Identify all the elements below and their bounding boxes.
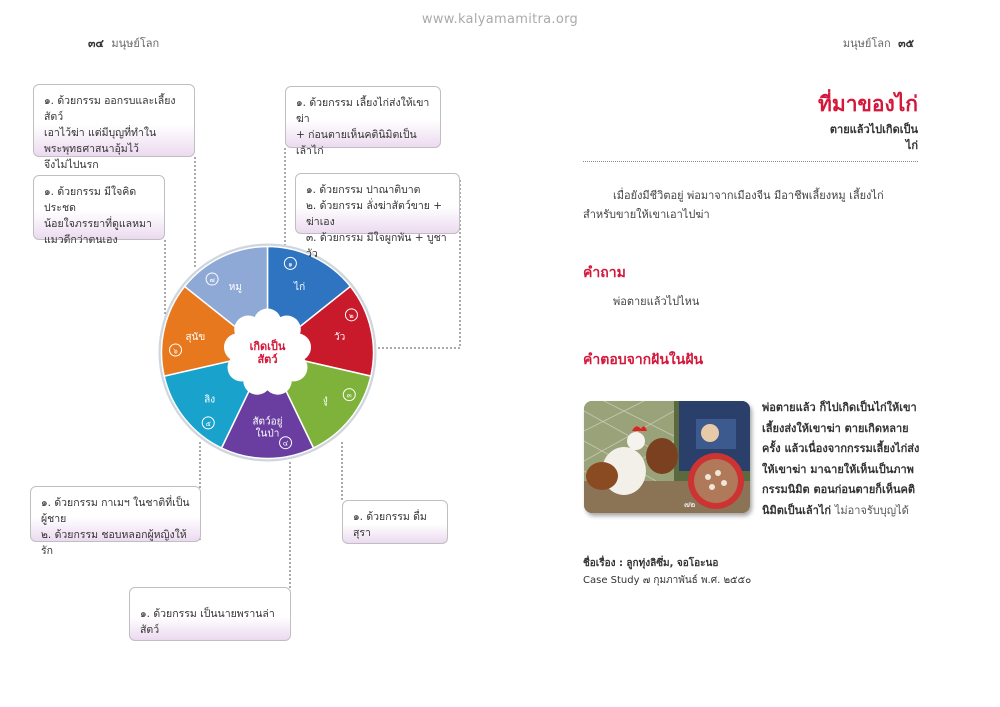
wheel-segment-label: สุนัข [185, 332, 206, 344]
wheel-segment-label: สัตว์อยู่ในป่า [252, 416, 283, 440]
svg-text:๗๒: ๗๒ [684, 500, 696, 509]
note-box-dog: ๑. ด้วยกรรม มีใจคิดประชด น้อยใจภรรยาที่ดูแลหมา แมวดีกว่าตนเอง [33, 175, 165, 240]
wheel-badge-number: ๓ [346, 391, 352, 400]
wheel-segment-label: วัว [334, 332, 346, 344]
wheel-segment-label: หมู [228, 281, 242, 293]
wheel-badge-number: ๕ [205, 419, 211, 428]
note-box-chicken: ๑. ด้วยกรรม เลี้ยงไก่ส่งให้เขาฆ่า + ก่อนตายเห็นคตินิมิตเป็นเล้าไก่ [285, 86, 441, 148]
answer-heading: คำตอบจากฝันในฝัน [583, 352, 704, 368]
left-running-title: มนุษย์โลก [111, 37, 160, 50]
divider [583, 161, 918, 162]
wheel-segment-label: ลิง [204, 394, 216, 406]
note-box-cow: ๑. ด้วยกรรม ปาณาติบาต ๒. ด้วยกรรม ลั่งฆ่าสัตว์ขาย + ฆ่าเอง ๓. ด้วยกรรม มีใจผูกพัน + บูชาวัว [295, 173, 460, 234]
wheel-badge-number: ๒ [349, 311, 354, 320]
credit [583, 555, 751, 589]
right-page-number: ๓๕ [898, 37, 914, 50]
wheel-segment-label: ไก่ [294, 281, 306, 293]
answer-text [762, 398, 920, 521]
wheel-badge-number: ๖ [173, 347, 178, 356]
answer-main: พ่อตายแล้ว ก็ไปเกิดเป็นไก่ให้เขาเลี้ยงส่งให้เขาฆ่า ตายเกิดหลายครั้ง แล้วเนื่องจากกรรมเลี้ยงไก่ส่งให้เขาฆ่า มาฉายให้เห็นเป็นภาพกรรมนิมิต ตอนก่อนตายก็เห็นคตินิมิตเป็นเล้าไก่ [762, 401, 920, 517]
note-box-pig: ๑. ด้วยกรรม ออกรบและเลี้ยงสัตว์ เอาไว้ฆ่า แต่มีบุญที่ทำใน พระพุทธศาสนาอุ้มไว้ จึงไม่ไปนรก [33, 84, 195, 157]
chicken-photo-illustration [584, 401, 750, 513]
wheel-center-label: เกิดเป็นสัตว์ [249, 340, 286, 366]
wheel-badge-number: ๔ [282, 439, 289, 448]
note-box-snake: ๑. ด้วยกรรม ดื่มสุรา [342, 500, 448, 544]
story-subtitle: ตายแล้วไปเกิดเป็น ไก่ [829, 123, 918, 152]
note-box-monkey: ๑. ด้วยกรรม กาเมฯ ในชาติที่เป็นผู้ชาย ๒. ด้วยกรรม ชอบหลอกผู้หญิงให้รัก [30, 486, 201, 542]
credit-case: Case Study ๗ กุมภาพันธ์ พ.ศ. ๒๕๕๐ [583, 575, 752, 586]
left-page-number: ๓๔ [88, 37, 104, 50]
right-running-title: มนุษย์โลก [842, 37, 891, 50]
credit-name: ชื่อเรื่อง : ลูกทุ่งลิซึ่ม, จอโอะนอ [583, 558, 719, 569]
question-text: พ่อตายแล้วไปไหน [613, 295, 700, 308]
chicken-photo [584, 401, 750, 513]
karma-wheel [155, 240, 380, 465]
story-title: ที่มาของไก่ [818, 92, 918, 116]
watermark: www.kalyamamitra.org [421, 12, 579, 27]
wheel-badge-number: ๗ [209, 276, 215, 285]
note-box-forest: ๑. ด้วยกรรม เป็นนายพรานล่าสัตว์ [129, 587, 291, 641]
wheel-segment-label: งู [322, 394, 328, 406]
answer-last-line: ไม่อาจรับบุญได้ [834, 503, 909, 517]
question-heading: คำถาม [583, 265, 626, 281]
intro-paragraph: เมื่อยังมีชีวิตอยู่ พ่อมาจากเมืองจีน มีอาชีพเลี้ยงหมู เลี้ยงไก่ สำหรับขายให้เขาเอาไปฆ่า [583, 189, 884, 221]
wheel-badge-number: ๑ [288, 260, 293, 269]
